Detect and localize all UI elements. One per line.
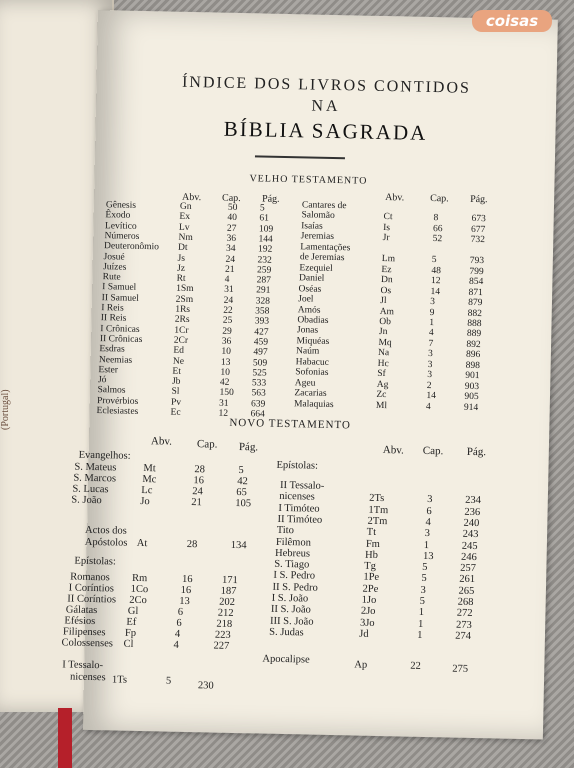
chapter-count: 4 xyxy=(425,401,431,412)
book-name: Josué xyxy=(103,251,125,263)
book-name: I Coríntios xyxy=(68,582,115,595)
book-name: Gênesis xyxy=(105,200,137,211)
nt-left-header-cap: Cap. xyxy=(196,438,218,451)
book-abbrev: 1Sm xyxy=(176,284,194,295)
book-name: nicenses xyxy=(279,491,315,503)
book-abbrev: Sf xyxy=(377,369,386,380)
book-name: Juízes xyxy=(103,261,127,273)
tessa-left-line2: nicenses xyxy=(69,671,106,684)
page-number: 268 xyxy=(457,596,474,608)
book-abbrev: 1Cr xyxy=(174,325,189,336)
book-name: I Timóteo xyxy=(278,502,320,515)
page-number: 105 xyxy=(235,497,252,510)
page-number: 732 xyxy=(470,235,486,246)
chapter-count: 5 xyxy=(165,675,172,687)
book-abbrev: Nm xyxy=(178,232,193,243)
book-name: Efésios xyxy=(64,615,96,628)
page-number: 65 xyxy=(236,487,247,499)
chapter-count: 3 xyxy=(424,528,431,540)
book-abbrev: 2Cr xyxy=(173,335,189,346)
book-abbrev: Sl xyxy=(171,387,180,398)
book-name: S. Judas xyxy=(269,626,304,639)
old-testament-heading: VELHO TESTAMENTO xyxy=(249,173,368,187)
book-abbrev: Gn xyxy=(179,201,192,213)
title-line-2: NA xyxy=(311,97,341,116)
chapter-count: 24 xyxy=(225,254,236,265)
book-name: I Crônicas xyxy=(100,323,140,335)
chapter-count: 24 xyxy=(192,486,203,498)
book-abbrev: 2Co xyxy=(129,594,147,607)
book-name: II Crônicas xyxy=(99,334,143,345)
book-abbrev: Dt xyxy=(177,242,188,254)
book-name: Miquéas xyxy=(296,336,330,347)
book-abbrev: Hb xyxy=(364,549,379,561)
book-abbrev: 2Sm xyxy=(175,294,194,305)
chapter-count: 16 xyxy=(180,584,192,597)
page-number: 525 xyxy=(252,368,267,379)
book-abbrev: Tg xyxy=(364,560,377,573)
book-abbrev: Jl xyxy=(380,296,387,307)
chapter-count: 16 xyxy=(193,475,204,487)
left-page-edge-text: (Portugal) xyxy=(0,389,11,430)
chapter-count: 5 xyxy=(421,573,427,585)
chapter-count: 22 xyxy=(223,305,233,316)
page-number: 793 xyxy=(469,256,485,267)
chapter-count: 6 xyxy=(426,505,432,517)
chapter-count: 3 xyxy=(430,297,436,308)
book-abbrev: Ez xyxy=(381,264,392,275)
book-abbrev: 1Pe xyxy=(363,572,380,584)
chapter-count: 1 xyxy=(423,539,430,551)
book-name: Isaías xyxy=(301,221,323,232)
book-name: S. Mateus xyxy=(74,461,117,474)
book-name: II S. Pedro xyxy=(272,581,318,594)
ot-right-header-pag: Pág. xyxy=(470,193,488,206)
book-name: II Samuel xyxy=(101,292,140,304)
epistolas-label: Epístolas: xyxy=(74,555,116,568)
book-abbrev: Is xyxy=(383,222,391,234)
page-number: 914 xyxy=(463,402,479,413)
book-abbrev: Dn xyxy=(380,275,393,286)
page-number: 879 xyxy=(468,297,483,309)
page-number: 227 xyxy=(213,640,230,652)
book-abbrev: 3Jo xyxy=(359,617,375,629)
ot-right-header-cap: Cap. xyxy=(430,192,449,205)
book-abbrev: Ec xyxy=(170,407,181,418)
page-number: 134 xyxy=(230,539,247,552)
book-abbrev: Hc xyxy=(377,358,389,369)
page-number: 61 xyxy=(259,213,270,224)
book-abbrev: Ob xyxy=(379,316,392,328)
ot-right-header-abv: Abv. xyxy=(385,192,405,204)
book-name: Deuteronômio xyxy=(103,241,160,253)
page-number: 187 xyxy=(220,585,237,598)
book-abbrev: Ct xyxy=(383,212,393,223)
book-abbrev: Os xyxy=(380,285,392,296)
chapter-count: 3 xyxy=(427,349,433,360)
chapter-count: 5 xyxy=(419,595,426,607)
book-name: Lamentações xyxy=(300,242,351,254)
page-number: 171 xyxy=(221,574,238,587)
page-number: 533 xyxy=(251,378,267,389)
book-abbrev: Ex xyxy=(179,212,191,223)
list-item xyxy=(84,674,284,690)
page-number: 871 xyxy=(468,287,483,298)
page-number: 259 xyxy=(256,265,272,276)
book-name: S. Tiago xyxy=(274,558,310,571)
page-number: 144 xyxy=(258,234,273,245)
chapter-count: 9 xyxy=(429,307,435,318)
chapter-count: 50 xyxy=(227,202,238,213)
book-name: Filêmon xyxy=(275,536,312,549)
page-number: 328 xyxy=(255,296,271,307)
page-number: 192 xyxy=(257,244,273,255)
page-number: 218 xyxy=(216,618,233,630)
book-name: Naúm xyxy=(295,346,320,358)
chapter-count: 1 xyxy=(429,317,435,329)
chapter-count: 21 xyxy=(224,264,235,275)
book-name: Daniel xyxy=(298,273,325,284)
chapter-count: 28 xyxy=(186,538,198,551)
page-number: 497 xyxy=(253,347,268,358)
chapter-count: 40 xyxy=(227,213,238,224)
book-name: I S. João xyxy=(271,592,309,605)
book-abbrev: Ef xyxy=(126,616,137,628)
chapter-count: 16 xyxy=(181,573,193,586)
book-abbrev: 2Jo xyxy=(360,605,376,618)
page-number: 393 xyxy=(254,316,270,327)
book-name: Sofonias xyxy=(295,367,329,379)
book-name: Cantares de xyxy=(301,200,347,212)
book-abbrev: Et xyxy=(172,366,182,377)
book-abbrev: At xyxy=(136,537,148,550)
chapter-count: 36 xyxy=(226,233,237,244)
book-abbrev: Jr xyxy=(382,233,390,244)
list-item xyxy=(84,650,524,675)
chapter-count: 1 xyxy=(418,607,425,619)
chapter-count: 14 xyxy=(430,286,441,297)
book-abbrev: Jd xyxy=(359,628,369,640)
page-number: 234 xyxy=(465,495,482,507)
page-number: 639 xyxy=(250,398,266,410)
page-number: 109 xyxy=(258,224,274,235)
book-abbrev: Lc xyxy=(141,485,153,497)
chapter-count: 31 xyxy=(218,398,229,409)
nt-right-header-abv: Abv. xyxy=(382,444,404,457)
page-number: 889 xyxy=(466,329,482,340)
evangelhos-label: Evangelhos: xyxy=(78,449,131,462)
book-abbrev: 2Pe xyxy=(362,583,379,595)
actos-label-line1: Actos dos xyxy=(84,524,127,537)
page-number: 903 xyxy=(464,381,480,392)
book-name: Ezequiel xyxy=(299,262,333,274)
page-number: 664 xyxy=(250,409,265,420)
book-abbrev: Mq xyxy=(378,337,392,349)
nt-right-header-pag: Pág. xyxy=(466,445,487,459)
chapter-count: 13 xyxy=(422,550,434,562)
book-abbrev: Jo xyxy=(140,495,150,508)
book-abbrev: Js xyxy=(177,253,186,264)
chapter-count: 150 xyxy=(219,388,234,399)
book-abbrev: 1Ts xyxy=(111,674,128,686)
book-abbrev: 1Jo xyxy=(361,594,377,606)
page-number: 274 xyxy=(455,630,472,642)
new-testament-heading: NOVO TESTAMENTO xyxy=(229,416,352,432)
chapter-count: 25 xyxy=(222,315,233,327)
book-name: I S. Pedro xyxy=(273,570,316,583)
book-name: Números xyxy=(104,231,140,242)
chapter-count: 1 xyxy=(417,618,424,630)
page-number: 799 xyxy=(469,266,484,277)
bookmark-ribbon xyxy=(58,708,72,768)
book-name: Tito xyxy=(276,525,294,537)
epistolas-right-label: Epístolas: xyxy=(276,459,319,472)
chapter-count: 6 xyxy=(176,617,182,629)
page-number: 896 xyxy=(465,350,481,361)
book-name: III S. João xyxy=(269,615,314,628)
page-number: 563 xyxy=(251,388,266,399)
book-name: I Reis xyxy=(101,303,124,314)
book-name: Neemias xyxy=(98,354,133,366)
book-name: Malaquias xyxy=(293,398,334,410)
chapter-count: 28 xyxy=(194,464,206,476)
book-abbrev: 1Tm xyxy=(368,504,389,516)
chapter-count: 14 xyxy=(426,391,436,402)
book-abbrev: Rt xyxy=(176,273,186,284)
book-abbrev: Jn xyxy=(378,327,388,338)
ot-left-header-cap: Cap. xyxy=(221,192,241,205)
page-number: 240 xyxy=(463,517,480,529)
page-number: 459 xyxy=(253,337,269,348)
chapter-count: 42 xyxy=(219,377,230,388)
chapter-count: 1 xyxy=(417,629,423,641)
chapter-count: 4 xyxy=(428,328,434,339)
book-abbrev: 2Ts xyxy=(369,493,385,505)
page-number: 291 xyxy=(256,285,271,297)
book-name: Jeremias xyxy=(300,231,335,243)
chapter-count: 4 xyxy=(173,639,179,651)
book-abbrev: Mt xyxy=(143,463,156,475)
book-name: II Reis xyxy=(100,313,127,324)
chapter-count: 10 xyxy=(221,346,231,358)
page-number: 677 xyxy=(470,224,486,236)
page-number: 223 xyxy=(214,629,231,641)
book-abbrev: Jb xyxy=(171,376,181,387)
book-name: Zacarias xyxy=(294,388,327,399)
chapter-count: 3 xyxy=(420,584,426,596)
page-number: 5 xyxy=(259,203,265,214)
book-abbrev: Lv xyxy=(178,222,190,233)
nt-left-header-abv: Abv. xyxy=(150,435,173,448)
book-abbrev: Na xyxy=(377,348,390,359)
book-name: de Jeremias xyxy=(299,252,345,264)
book-name: Filipenses xyxy=(62,626,106,639)
book-abbrev: Pv xyxy=(170,397,182,408)
book-abbrev: 2Rs xyxy=(174,314,190,326)
book-abbrev: Tt xyxy=(366,526,377,539)
book-abbrev: Cl xyxy=(123,638,134,650)
page-number: 673 xyxy=(471,214,486,225)
chapter-count: 6 xyxy=(177,606,184,618)
book-abbrev: Am xyxy=(379,306,395,317)
tessa-left-line1: I Tessalo- xyxy=(62,659,104,672)
page-number: 230 xyxy=(197,680,214,692)
book-abbrev: 2Tm xyxy=(367,515,388,528)
book-name: Romanos xyxy=(70,571,110,584)
book-abbrev: Jz xyxy=(176,263,186,274)
book-name: Amós xyxy=(297,304,321,316)
book-name: Rute xyxy=(102,272,121,283)
chapter-count: 24 xyxy=(223,295,234,306)
chapter-count: 4 xyxy=(425,516,431,528)
page-number: 905 xyxy=(464,391,479,403)
book-abbrev: Ne xyxy=(172,356,185,367)
book-name: Salomão xyxy=(301,210,335,222)
chapter-count: 21 xyxy=(191,497,202,509)
chapter-count: 34 xyxy=(225,243,236,255)
book-name: Ageu xyxy=(294,377,316,389)
book-name: I Samuel xyxy=(102,282,137,294)
chapter-count: 8 xyxy=(433,213,439,224)
page-number: 202 xyxy=(219,596,236,608)
book-name: II Tessalo- xyxy=(279,479,325,492)
page-number: 5 xyxy=(238,465,244,477)
book-name: Hebreus xyxy=(274,547,311,560)
page-number: 882 xyxy=(467,308,483,319)
book-name: Esdras xyxy=(99,344,125,355)
page-number: 232 xyxy=(257,254,272,266)
book-abbrev: Ap xyxy=(354,659,368,671)
page-number: 236 xyxy=(464,506,481,518)
watermark-logo: coisas xyxy=(472,10,552,32)
chapter-count: 13 xyxy=(220,357,231,368)
book-name: II S. João xyxy=(270,604,311,616)
chapter-count: 12 xyxy=(218,408,229,419)
book-abbrev: Ed xyxy=(173,345,185,357)
book-name: II Coríntios xyxy=(67,593,117,606)
book-abbrev: Mc xyxy=(142,474,157,486)
chapter-count: 10 xyxy=(220,367,231,378)
chapter-count: 5 xyxy=(431,255,437,266)
chapter-count: 2 xyxy=(426,380,432,391)
page-number: 892 xyxy=(466,339,481,350)
chapter-count: 66 xyxy=(432,223,443,235)
book-name: Habacuc xyxy=(295,356,330,368)
chapter-count: 22 xyxy=(410,660,421,672)
page-number: 272 xyxy=(456,607,473,620)
book-abbrev: Ag xyxy=(376,379,389,390)
page-number: 901 xyxy=(465,370,480,382)
book-abbrev: 1Co xyxy=(130,583,149,596)
book-name: Eclesiastes xyxy=(96,406,139,417)
page-number: 358 xyxy=(255,306,270,317)
book-name: S. Marcos xyxy=(73,472,117,485)
book-name: Jó xyxy=(97,375,107,386)
chapter-count: 48 xyxy=(431,265,442,276)
actos-label-line2: Apóstolos xyxy=(84,536,128,549)
chapter-count: 52 xyxy=(432,234,443,245)
book-name: II Timóteo xyxy=(277,513,323,526)
book-name: Joel xyxy=(298,294,314,305)
chapter-count: 7 xyxy=(428,338,434,349)
page-number: 273 xyxy=(455,619,472,631)
book-name: Obadias xyxy=(297,315,329,326)
page-number: 245 xyxy=(461,540,478,552)
title-line-3: BÍBLIA SAGRADA xyxy=(223,116,428,145)
ot-left-header-pag: Pág. xyxy=(261,193,280,205)
book-abbrev: Fm xyxy=(365,538,381,550)
page-number: 42 xyxy=(237,476,248,488)
book-abbrev: Ml xyxy=(375,400,388,411)
nt-left-header-pag: Pág. xyxy=(238,441,259,454)
page-number: 898 xyxy=(465,360,480,371)
chapter-count: 36 xyxy=(221,336,232,347)
page-number: 265 xyxy=(458,585,475,597)
chapter-count: 5 xyxy=(422,562,428,574)
book-abbrev: Lm xyxy=(381,254,396,265)
page-number: 257 xyxy=(460,562,477,575)
book-name: Ester xyxy=(98,364,119,376)
nt-right-header-cap: Cap. xyxy=(422,444,444,458)
book-abbrev: Zc xyxy=(376,390,387,401)
book-name: Gálatas xyxy=(65,604,98,617)
book-abbrev: Fp xyxy=(124,627,137,639)
ot-left-header-abv: Abv. xyxy=(181,191,202,204)
book-name: S. Lucas xyxy=(72,483,109,496)
book-name: Apocalipse xyxy=(262,653,310,666)
book-abbrev: 1Rs xyxy=(175,304,191,315)
book-name: Colossenses xyxy=(61,637,113,650)
page-number: 261 xyxy=(459,574,476,586)
book-name: Jonas xyxy=(296,325,319,337)
page-number: 854 xyxy=(468,276,484,288)
page-number: 287 xyxy=(256,275,271,286)
chapter-count: 4 xyxy=(224,274,230,285)
book-name: Levítico xyxy=(104,220,137,232)
chapter-count: 3 xyxy=(427,370,433,381)
chapter-count: 27 xyxy=(226,223,237,234)
book-name: Oséas xyxy=(298,283,322,295)
page-number: 275 xyxy=(452,663,469,675)
book-name: Provérbios xyxy=(96,395,139,407)
chapter-count: 12 xyxy=(430,276,441,287)
chapter-count: 13 xyxy=(179,595,190,608)
title-line-1: ÍNDICE DOS LIVROS CONTIDOS xyxy=(181,73,472,97)
chapter-count: 29 xyxy=(222,326,232,337)
index-page xyxy=(61,10,558,739)
page-number: 246 xyxy=(460,551,477,563)
page-number: 212 xyxy=(217,607,234,619)
chapter-count: 3 xyxy=(427,494,433,506)
chapter-count: 3 xyxy=(427,359,433,370)
book-name: Salmos xyxy=(97,385,126,397)
book-name: S. João xyxy=(71,494,102,507)
page-number: 509 xyxy=(252,357,268,369)
book-abbrev: Rm xyxy=(131,572,148,585)
book-name: Êxodo xyxy=(105,210,131,222)
page-number: 243 xyxy=(462,528,479,541)
page-number: 888 xyxy=(467,318,482,330)
chapter-count: 4 xyxy=(174,628,181,640)
page-number: 427 xyxy=(254,326,269,338)
book-abbrev: Gl xyxy=(127,605,139,617)
title-divider xyxy=(255,155,345,159)
chapter-count: 31 xyxy=(224,285,234,296)
